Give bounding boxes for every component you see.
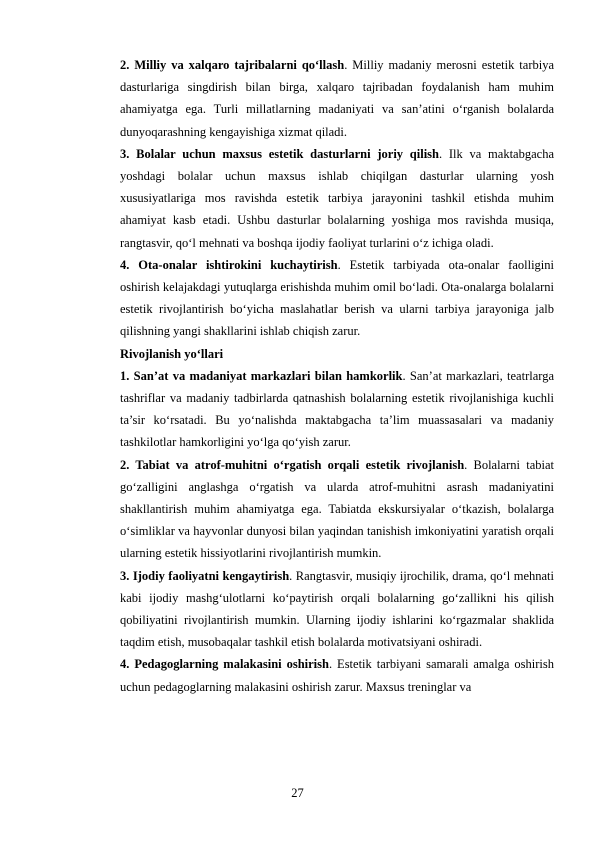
paragraph-sanat-hamkorlik <box>120 365 554 454</box>
paragraph-lead: 1. San’at va madaniyat markazlari bilan hamkorlik <box>120 368 403 383</box>
paragraph-tabiat <box>120 454 554 565</box>
paragraph-text: . San’at markazlari, teatrlarga tashriflar va madaniy tadbirlarda qatnashish bolalarning estetik rivojlanishiga kuchli ta’sir ko‘rsatadi. Bu yo‘nalishda maktabgacha ta’lim muassasalari va madaniy tashkilotlar hamkorligini yo‘lga qo‘yish zarur. <box>120 368 554 450</box>
paragraph-text: . Estetik tarbiyani samarali amalga oshirish uchun pedagoglarning malakasini oshirish zarur. Maxsus treninglar va <box>120 657 554 694</box>
paragraph-text: . Milliy madaniy merosni estetik tarbiya dasturlariga singdirish bilan birga, xalqaro tajribadan foydalanish ham muhim ahamiyatga ega. Turli millatlarning madaniyati va san’atini o‘rganish bolalarda dunyoqarashning kengayishiga xizmat qiladi. <box>120 58 554 139</box>
paragraph-ijodiy-faoliyat <box>120 565 554 654</box>
paragraph-lead: 4. Ota-onalar ishtirokini kuchaytirish <box>120 257 338 272</box>
paragraph-lead: 3. Ijodiy faoliyatni kengaytirish <box>120 568 290 583</box>
paragraph-lead: 3. Bolalar uchun maxsus estetik dasturlarni joriy qilish <box>120 146 439 161</box>
paragraph-ota-onalar <box>120 254 554 343</box>
paragraph-milliy-xalqaro <box>120 54 554 143</box>
section-heading: Rivojlanish yo‘llari <box>120 346 224 361</box>
page-number: 27 <box>291 786 304 800</box>
paragraph-pedagoglar <box>120 653 554 697</box>
page-body <box>120 54 554 698</box>
paragraph-lead: 4. Pedagoglarning malakasini oshirish <box>120 657 329 672</box>
paragraph-lead: 2. Milliy va xalqaro tajribalarni qo‘llash <box>120 58 345 72</box>
paragraph-text: . Rangtasvir, musiqiy ijrochilik, drama, qo‘l mehnati kabi ijodiy mashg‘ulotlarni ko‘paytirish orqali bolalarning go‘zallikni his qilish qobiliyatini rivojlantirish mumkin. Ularning ijodiy ishlarini ko‘rgazmalar shaklida taqdim etish, musobaqalar tashkil etish bolalarda motivatsiyani oshiradi. <box>120 568 554 650</box>
paragraph-maxsus-dasturlar <box>120 143 554 254</box>
paragraph-lead: 2. Tabiat va atrof-muhitni o‘rgatish orqali estetik rivojlanish <box>120 457 465 472</box>
paragraph-text: . Bolalarni tabiat go‘zalligini anglashga o‘rgatish va ularda atrof-muhitni asrash madaniyatini shakllantirish muhim ahamiyatga ega. Tabiatda ekskursiyalar o‘tkazish, bolalarga o‘simliklar va hayvonlar dunyosi bilan yaqindan tanishish imkoniyatini yaratish orqali ularning estetik hissiyotlarini rivojlantirish mumkin. <box>120 457 555 561</box>
paragraph-text: . Ilk va maktabgacha yoshdagi bolalar uchun maxsus ishlab chiqilgan dasturlar ularning yosh xususiyatlariga mos ravishda estetik tarbiya jarayonini tashkil etishda muhim ahamiyat kasb etadi. Ushbu dasturlar bolalarning yoshiga mos ravishda musiqa, rangtasvir, qo‘l mehnati va boshqa ijodiy faoliyat turlarini o‘z ichiga oladi. <box>120 146 554 250</box>
paragraph-text: . Estetik tarbiyada ota-onalar faolligini oshirish kelajakdagi yutuqlarga erishishda muhim omil bo‘ladi. Ota-onalarga bolalarni estetik rivojlantirish bo‘yicha maslahatlar berish va ularni tarbiya jarayoniga jalb qilishning yangi shakllarini ishlab chiqish zarur. <box>120 257 554 339</box>
